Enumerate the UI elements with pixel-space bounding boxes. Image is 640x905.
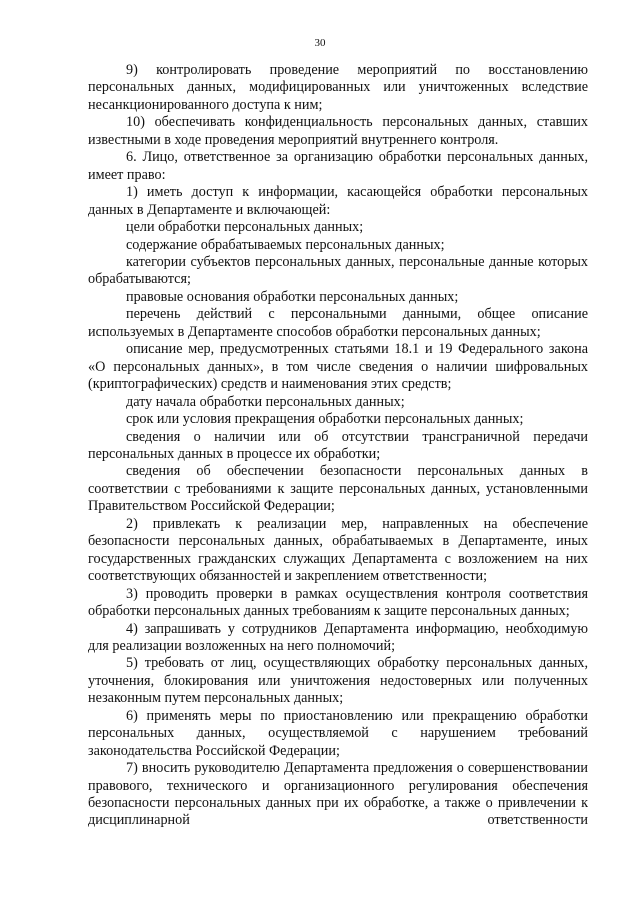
- paragraph-info-measures: описание мер, предусмотренных статьями 18.1 и 19 Федерального закона «О персональных данных», в том числе сведения о наличии шифровальных (криптографических) средств и наименования этих средств;: [88, 341, 588, 393]
- paragraph-info-actions: перечень действий с персональными данными, общее описание используемых в Департаменте способов обработки персональных данных;: [88, 306, 588, 340]
- paragraph-right-5: 5) требовать от лиц, осуществляющих обработку персональных данных, уточнения, блокирования или уничтожения недостоверных или полученных незаконным путем персональных данных;: [88, 655, 588, 707]
- paragraph-info-goals: цели обработки персональных данных;: [126, 219, 364, 236]
- paragraph-section-6: 6. Лицо, ответственное за организацию обработки персональных данных, имеет право:: [88, 149, 588, 183]
- document-body: [88, 62, 588, 830]
- paragraph-right-3: 3) проводить проверки в рамках осуществления контроля соответствия обработки персональных данных требованиям к защите персональных данных;: [88, 585, 588, 620]
- paragraph-right-6: 6) применять меры по приостановлению или прекращению обработки персональных данных, осуществляемой с нарушением требований законодательства Российской Федерации;: [88, 707, 588, 759]
- paragraph-right-7: 7) вносить руководителю Департамента предложения о совершенствовании правового, технического и организационного регулирования обеспечения безопасности персональных данных при их обработке, а также о привлечении к дисциплинарной ответственности: [88, 760, 588, 829]
- paragraph-info-categories: категории субъектов персональных данных, персональные данные которых обрабатываются;: [88, 253, 588, 288]
- page-number: 30: [314, 37, 326, 49]
- paragraph-item-9: 9) контролировать проведение мероприятий по восстановлению персональных данных, модифицированных или уничтоженных вследствие несанкционированного доступа к ним;: [88, 62, 588, 113]
- paragraph-info-security: сведения об обеспечении безопасности персональных данных в соответствии с требованиями к защите персональных данных, установленными Правительством Российской Федерации;: [88, 463, 588, 515]
- paragraph-info-legal-basis: правовые основания обработки персональных данных;: [126, 288, 459, 305]
- paragraph-info-termination: срок или условия прекращения обработки персональных данных;: [126, 411, 524, 428]
- paragraph-right-1: 1) иметь доступ к информации, касающейся обработки персональных данных в Департаменте и включающей:: [88, 184, 588, 218]
- paragraph-info-cross-border: сведения о наличии или об отсутствии трансграничной передачи персональных данных в процессе их обработки;: [88, 428, 588, 462]
- paragraph-right-4: 4) запрашивать у сотрудников Департамента информацию, необходимую для реализации возложенных на него полномочий;: [88, 620, 588, 654]
- paragraph-item-10: 10) обеспечивать конфиденциальность персональных данных, ставших известными в ходе проведения мероприятий внутреннего контроля.: [88, 114, 588, 148]
- paragraph-info-start-date: дату начала обработки персональных данных;: [126, 393, 405, 410]
- paragraph-right-2: 2) привлекать к реализации мер, направленных на обеспечение безопасности персональных данных, обрабатываемых в Департаменте, иных государственных гражданских служащих Департамента с возложением на них соответствующих обязанностей и закреплением ответственности;: [88, 515, 588, 585]
- paragraph-info-content: содержание обрабатываемых персональных данных;: [126, 236, 445, 253]
